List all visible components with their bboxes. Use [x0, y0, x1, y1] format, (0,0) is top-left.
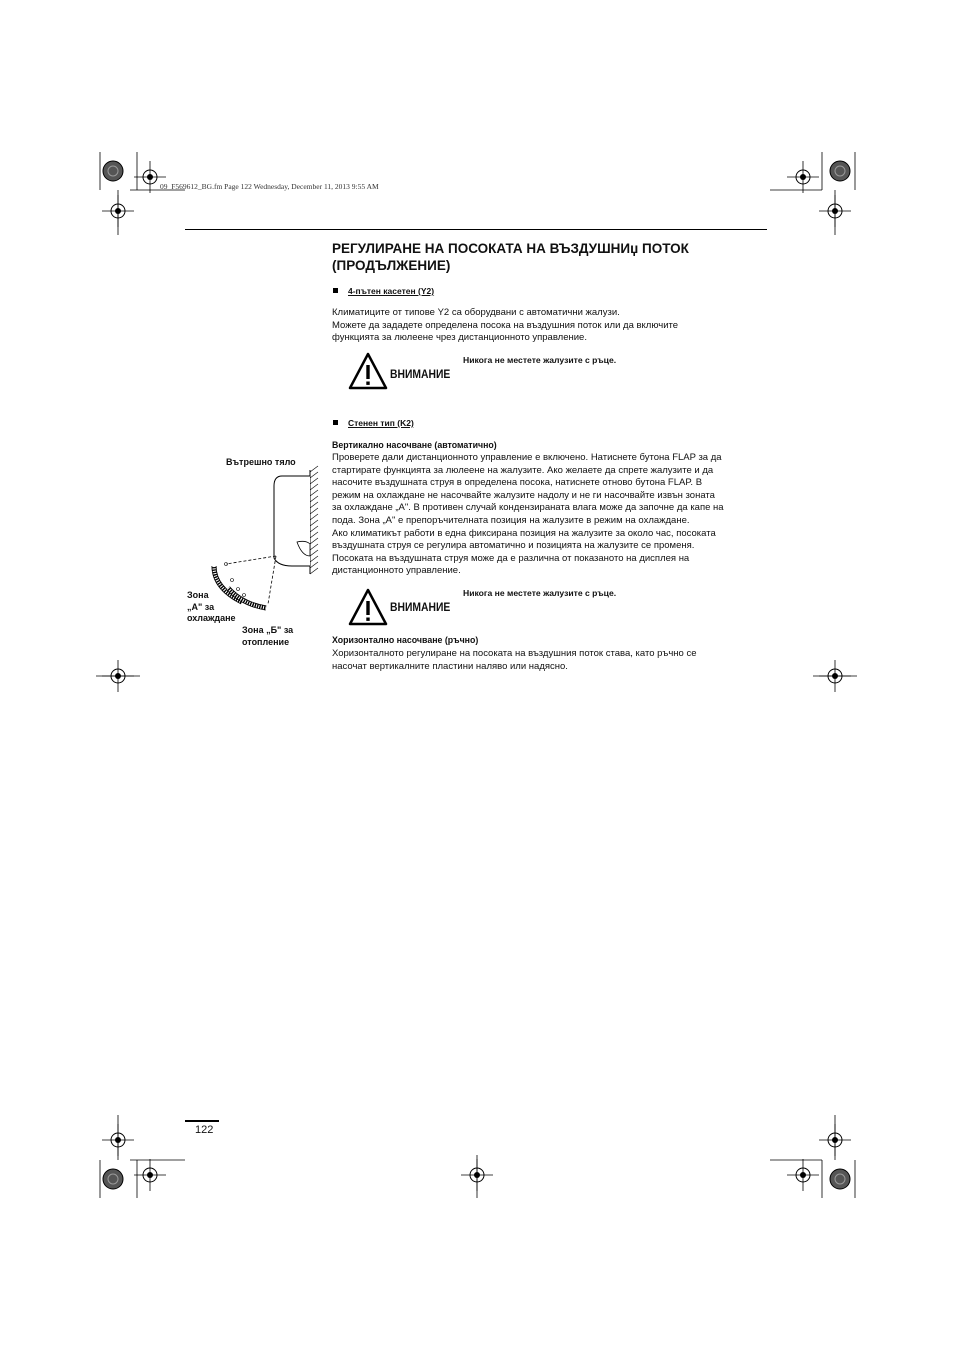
caution-message: Никога не местете жалузите с ръце. [463, 355, 617, 365]
page-title-line2: (ПРОДЪЛЖЕНИЕ) [332, 258, 451, 273]
zone-a-label [187, 590, 236, 625]
top-rule [185, 229, 767, 230]
warning-triangle-icon [348, 352, 388, 390]
cassette-body-line: Можете да зададете определена посока на въздушния поток или да включите [332, 319, 679, 331]
warning-triangle-icon [348, 588, 388, 626]
caution-label: ВНИМАНИЕ [390, 369, 451, 381]
section-heading-cassette-text: 4-пътен касетен (Y2) [348, 286, 435, 296]
bullet-square-icon [333, 420, 338, 425]
cassette-body-line: функцията за люлеене чрез дистанционното управление. [332, 332, 587, 344]
vertical-body-line: режим на охлаждане не насочвайте жалузите надолу и не ги насочвайте извън зоната [332, 489, 715, 501]
page-title [332, 240, 762, 274]
horizontal-body-line: насочат вертикалните пластини наляво или надясно. [332, 660, 568, 672]
caution-message: Никога не местете жалузите с ръце. [463, 588, 617, 598]
cassette-body-line: Климатиците от типове Y2 са оборудвани с автоматични жалузи. [332, 307, 620, 318]
vertical-body-line: въздушната струя се регулира автоматично и позицията на жалузите се променя. [332, 540, 695, 552]
caution-label: ВНИМАНИЕ [390, 602, 451, 614]
section-heading-wall [333, 418, 414, 428]
vertical-body-line: за охлаждане „А". В противен случай кондензираната влага може да започне да капе на [332, 502, 724, 514]
vertical-heading: Вертикално насочване (автоматично) [332, 440, 497, 450]
registration-mark-icon [103, 1169, 123, 1189]
page-title-line1: РЕГУЛИРАНЕ НА ПОСОКАТА НА ВЪЗДУШНИџ ПОТОК [332, 241, 689, 256]
registration-mark-icon [830, 1169, 850, 1189]
horizontal-body [332, 648, 762, 673]
vertical-body-line: Посоката на въздушната струя може да е различна от показаното на дисплея на [332, 552, 690, 564]
registration-mark-icon [103, 161, 123, 181]
vertical-body-line: стартирате функцията за люлеене на жалузите. Ако желаете да спрете жалузите и да [332, 464, 714, 476]
registration-mark-icon [830, 161, 850, 181]
vertical-body [332, 452, 762, 578]
cassette-body [332, 307, 762, 345]
section-heading-wall-text: Стенен тип (K2) [348, 418, 414, 428]
page-number: 122 [195, 1124, 214, 1136]
horizontal-heading: Хоризонтално насочване (ръчно) [332, 635, 479, 645]
bullet-square-icon [333, 288, 338, 293]
zone-a-label-line: „А" за [187, 601, 215, 612]
zone-b-label-line: Зона „Б" за [242, 625, 294, 635]
section-heading-cassette [333, 286, 434, 296]
vertical-body-line: Проверете дали дистанционното управление е включено. Натиснете бутона FLAP за да [332, 452, 722, 463]
zone-a-label-line: охлаждане [187, 613, 236, 623]
indoor-unit-label: Вътрешно тяло [226, 457, 296, 467]
zone-a-label-line: Зона [187, 590, 209, 600]
zone-b-label [242, 625, 293, 648]
vertical-body-line: Ако климатикът работи в една фиксирана позиция на жалузите за около час, посоката [332, 527, 716, 539]
vertical-body-line: дистанционното управление. [332, 565, 461, 577]
horizontal-body-line: Хоризонталното регулиране на посоката на въздушния поток става, като ръчно се [332, 648, 697, 659]
vertical-body-line: насочите въздушната струя в определена посока, натиснете отново бутона FLAP. В [332, 477, 703, 489]
file-info-line: 09_F569612_BG.fm Page 122 Wednesday, December 11, 2013 9:55 AM [160, 182, 379, 191]
page-number-rule [185, 1120, 219, 1122]
vertical-body-line: пода. Зона „А" е препоръчителната позиция на жалузите в режим на охлаждане. [332, 514, 690, 526]
zone-b-label-line: отопление [242, 636, 290, 647]
